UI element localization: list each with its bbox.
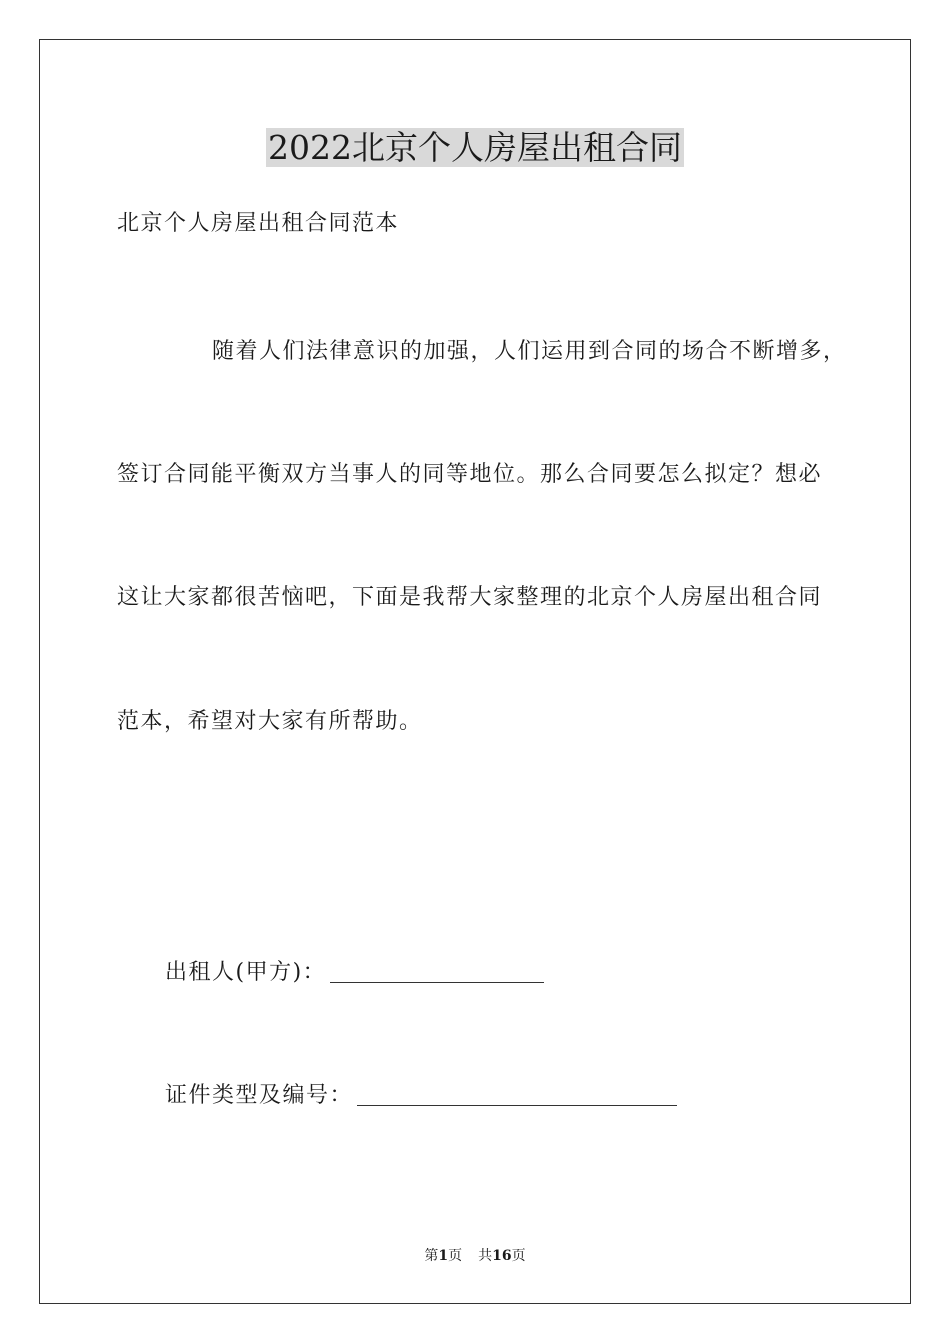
document-title-text: 2022北京个人房屋出租合同 [268, 128, 682, 167]
total-prefix: 共 [478, 1248, 493, 1264]
id-type-field [165, 1081, 677, 1111]
page-prefix: 第 [424, 1248, 439, 1264]
lessor-label: 出租人(甲方)： [165, 960, 327, 985]
total-suffix: 页 [511, 1248, 526, 1264]
document-title [0, 124, 950, 172]
id-type-blank [357, 1104, 677, 1106]
lessor-field [165, 958, 544, 988]
document-subtitle: 北京个人房屋出租合同范本 [117, 211, 400, 236]
page-footer [0, 1246, 950, 1266]
total-pages: 16 [492, 1248, 512, 1264]
intro-line-3: 这让大家都很苦恼吧，下面是我帮大家整理的北京个人房屋出租合同 [117, 585, 823, 610]
intro-line-2: 签订合同能平衡双方当事人的同等地位。那么合同要怎么拟定？想必 [117, 462, 823, 487]
intro-line-4: 范本，希望对大家有所帮助。 [117, 709, 423, 734]
lessor-blank [330, 981, 544, 983]
page-suffix: 页 [448, 1248, 463, 1264]
intro-line-1: 随着人们法律意识的加强，人们运用到合同的场合不断增多， [212, 339, 847, 364]
page-number: 1 [438, 1248, 449, 1264]
id-type-label: 证件类型及编号： [165, 1083, 354, 1108]
